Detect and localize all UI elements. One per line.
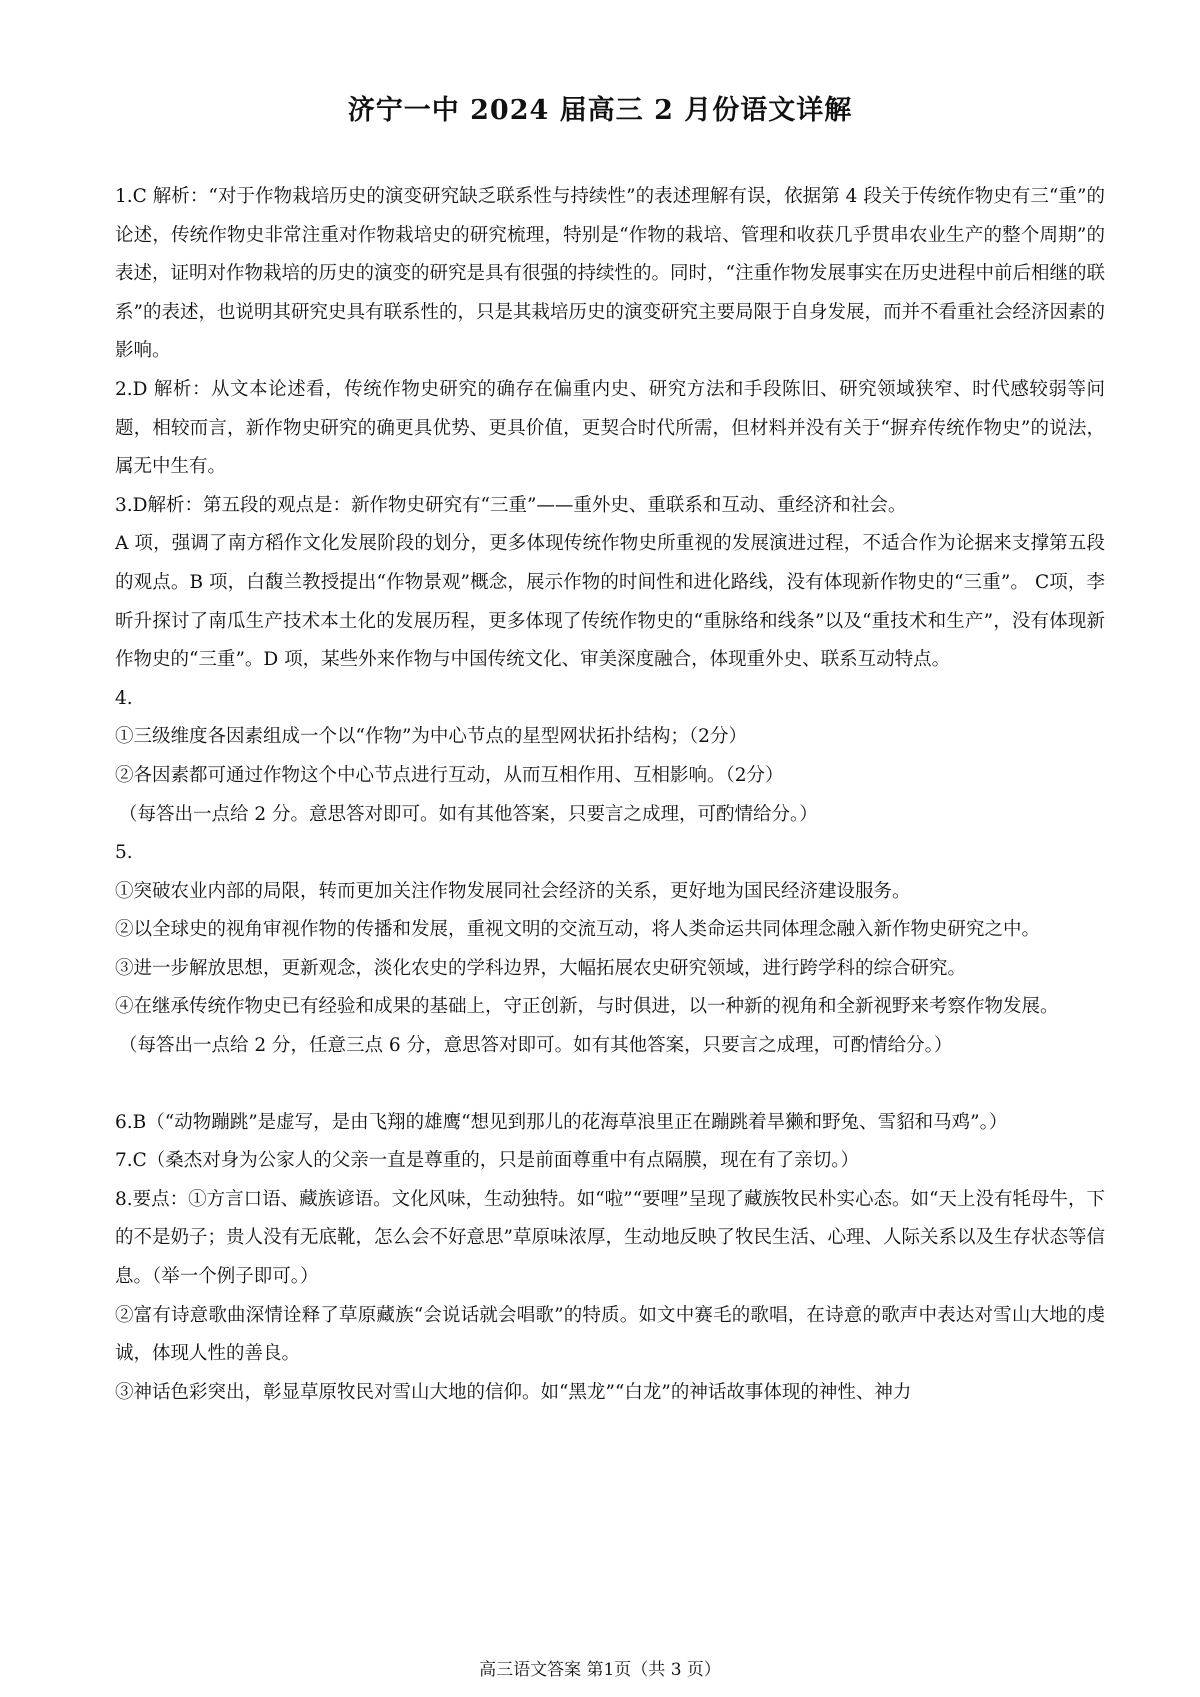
answer-4-point-2: ②各因素都可通过作物这个中心节点进行互动，从而互相作用、互相影响。（2分） [115,764,784,786]
answer-5-point-3: ③进一步解放思想，更新观念，淡化农史的学科边界，大幅拓展农史研究领域，进行跨学科的综合研究。 [115,957,967,979]
answer-5-point-2: ②以全球史的视角审视作物的传播和发展，重视文明的交流互动，将人类命运共同体理念融入新作物史研究之中。 [115,919,1041,941]
answer-body [115,178,1105,1412]
answer-4-number: 4. [115,687,133,709]
answer-8-point-3: ③神话色彩突出，彰显草原牧民对雪山大地的信仰。如“黑龙”“白龙”的神话故事体现的神性、神力 [115,1381,912,1403]
answer-5-point-1: ①突破农业内部的局限，转而更加关注作物发展同社会经济的关系，更好地为国民经济建设服务。 [115,880,911,902]
page-footer: 高三语文答案 第1页（共 3 页） [479,1660,721,1680]
answer-4-scoring-note: （每答出一点给 2 分。意思答对即可。如有其他答案，只要言之成理，可酌情给分。） [119,803,818,825]
answer-3-paragraph: 3.D解析：第五段的观点是：新作物史研究有“三重”——重外史、重联系和互动、重经济和社会。 [115,494,907,516]
answer-3-options-paragraph: A 项，强调了南方稻作文化发展阶段的划分，更多体现传统作物史所重视的发展演进过程，不适合作为论据来支撑第五段的观点。B 项，白馥兰教授提出“作物景观”概念，展示作物的时间性和进化路线，没有体现新作物史的“三重”。 C项，李昕升探讨了南瓜生产技术本土化的发展历程，更多体现了传统作物史的“重脉络和线条”以及“重技术和生产”，没有体现新作物史的“三重”。D 项，某些外来作物与中国传统文化、审美深度融合，体现重外史、联系互动特点。 [115,533,1105,671]
answer-5-point-4: ④在继承传统作物史已有经验和成果的基础上，守正创新，与时俱进，以一种新的视角和全新视野来考察作物发展。 [115,996,1059,1018]
answer-1-paragraph: 1.C 解析：“对于作物栽培历史的演变研究缺乏联系性与持续性”的表述理解有误，依据第 4 段关于传统作物史有三“重”的论述，传统作物史非常注重对作物栽培史的研究梳理，特别是“作物的栽培、管理和收获几乎贯串农业生产的整个周期”的表述，证明对作物栽培的历史的演变的研究是具有很强的持续性的。同时，“注重作物发展事实在历史进程中前后相继的联系”的表述，也说明其研究史具有联系性的，只是其栽培历史的演变研究主要局限于自身发展，而并不看重社会经济因素的影响。 [115,186,1105,362]
answer-7-paragraph: 7.C（桑杰对身为公家人的父亲一直是尊重的，只是前面尊重中有点隔膜，现在有了亲切。） [115,1150,860,1172]
answer-5-scoring-note: （每答出一点给 2 分，任意三点 6 分，意思答对即可。如有其他答案，只要言之成理，可酌情给分。） [119,1035,953,1057]
answer-2-paragraph: 2.D 解析：从文本论述看，传统作物史研究的确存在偏重内史、研究方法和手段陈旧、研究领域狭窄、时代感较弱等问题，相较而言，新作物史研究的确更具优势、更具价值，更契合时代所需，但材料并没有关于“摒弃传统作物史”的说法，属无中生有。 [115,378,1105,478]
answer-8-point-1: 8.要点：①方言口语、藏族谚语。文化风味，生动独特。如“啦”“要哩”呈现了藏族牧民朴实心态。如“天上没有牦母牛，下的不是奶子；贵人没有无底靴，怎么会不好意思”草原味浓厚，生动地反映了牧民生活、心理、人际关系以及生存状态等信息。（举一个例子即可。） [115,1188,1105,1288]
answer-6-paragraph: 6.B（“动物蹦跳”是虚写，是由飞翔的雄鹰“想见到那儿的花海草浪里正在蹦跳着旱獭和野兔、雪貂和马鸡”。） [115,1111,1008,1133]
answer-8-point-2: ②富有诗意歌曲深情诠释了草原藏族“会说话就会唱歌”的特质。如文中赛毛的歌唱，在诗意的歌声中表达对雪山大地的虔诚，体现人性的善良。 [115,1304,1105,1365]
page-title: 济宁一中 2024 届高三 2 月份语文详解 [347,95,853,126]
answer-4-point-1: ①三级维度各因素组成一个以“作物”为中心节点的星型网状拓扑结构；（2分） [115,726,747,748]
answer-5-number: 5. [115,842,133,864]
